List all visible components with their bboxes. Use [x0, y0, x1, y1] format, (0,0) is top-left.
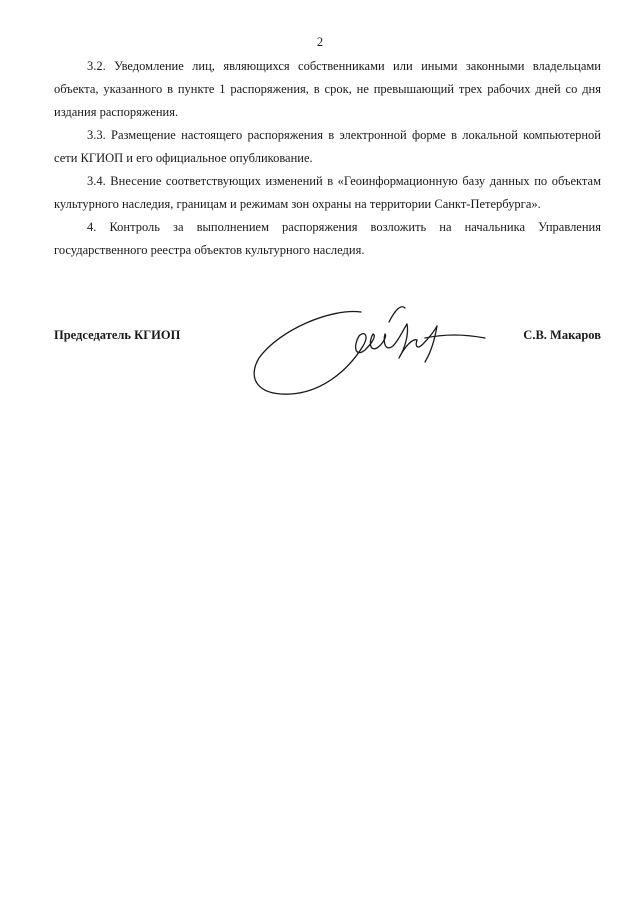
- signatory-title: Председатель КГИОП: [54, 328, 181, 342]
- paragraph-3-4: 3.4. Внесение соответствующих изменений в «Геоинформационную базу данных по объектам культурного наследия, границам и режимам зон охраны на территории Санкт-Петербурга».: [54, 174, 601, 211]
- paragraph-3-3: 3.3. Размещение настоящего распоряжения в электронной форме в локальной компьютерной сети КГИОП и его официальное опубликование.: [54, 128, 601, 165]
- paragraph-4: 4. Контроль за выполнением распоряжения возложить на начальника Управления государственного реестра объектов культурного наследия.: [54, 220, 601, 257]
- paragraph-3-2: 3.2. Уведомление лиц, являющихся собственниками или иными законными владельцами объекта, указанного в пункте 1 распоряжения, в срок, не превышающий трех рабочих дней со дня издания распоряжения.: [54, 59, 601, 119]
- document-body: [54, 55, 601, 262]
- handwritten-signature-icon: [249, 300, 489, 410]
- page-number: 2: [316, 35, 324, 49]
- signature-block: [54, 300, 601, 410]
- signatory-name: С.В. Макаров: [523, 328, 601, 342]
